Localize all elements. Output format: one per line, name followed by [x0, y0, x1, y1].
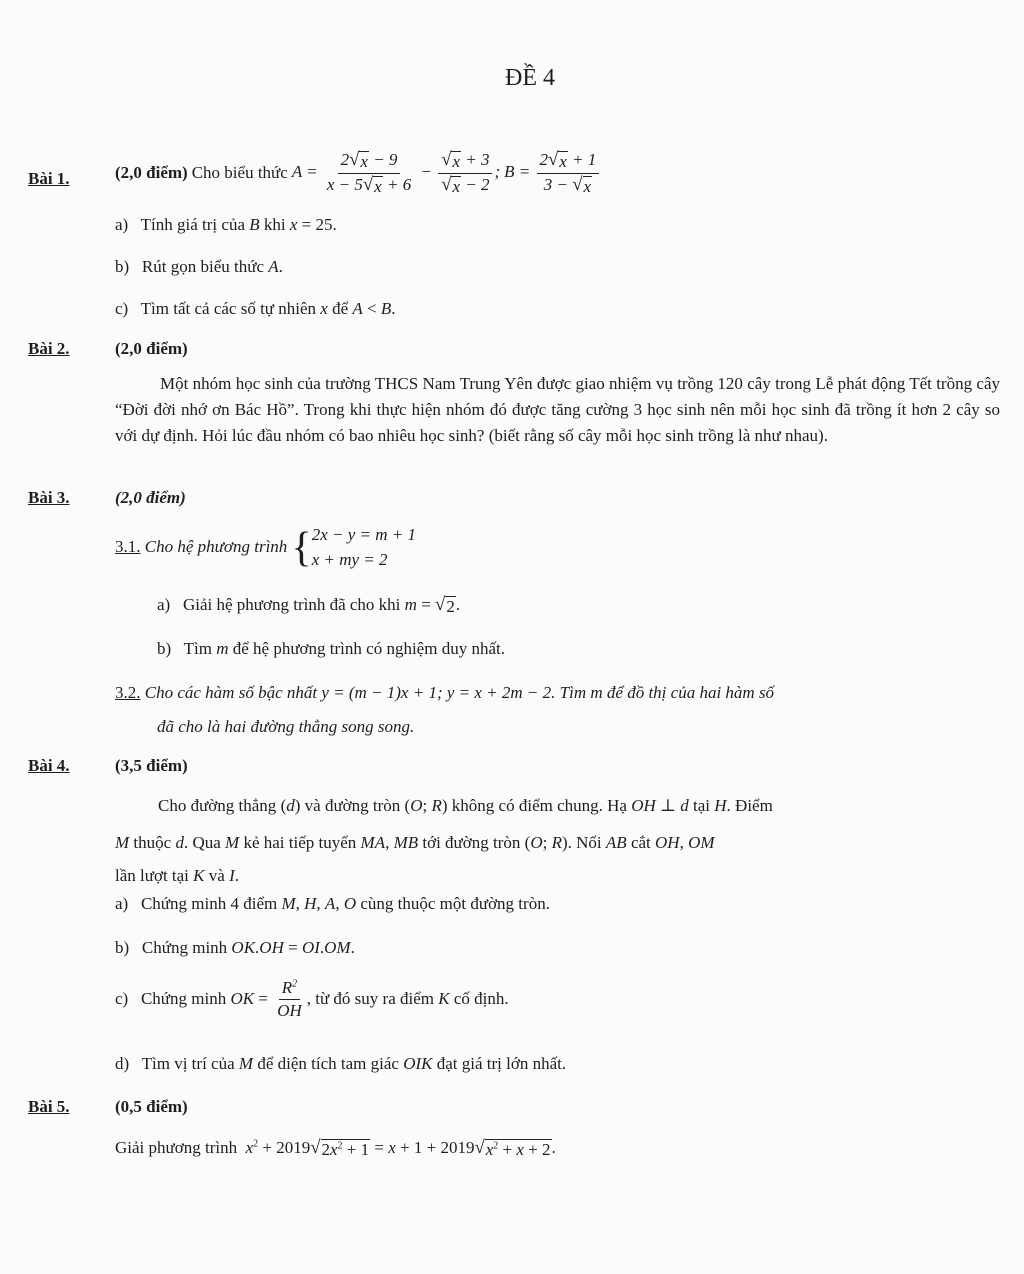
page-title: ĐỀ 4: [505, 65, 555, 91]
bai-4-line-1: Cho đường thẳng (d) và đường tròn (O; R) không có điểm chung. Hạ OH ⊥ d tại H. Điểm: [158, 796, 773, 815]
bai-2-points: (2,0 điểm): [115, 339, 188, 358]
bai-4-points: (3,5 điểm): [115, 756, 188, 775]
bai-4-d: d) Tìm vị trí của M để diện tích tam giác OIK đạt giá trị lớn nhất.: [115, 1054, 567, 1073]
bai-1-statement: [115, 150, 601, 196]
bai-4-a: a) Chứng minh 4 điểm M, H, A, O cùng thuộc một đường tròn.: [115, 894, 550, 913]
bai-5-equation: Giải phương trình $x^2 + 2019$ √ $2x^2 + 1$ = x + 1 + 2019 √ $x^2 + x + 2$ .: [115, 1137, 556, 1159]
bai-4-c: c) Chứng minh OK = $\frac{R^2}{OH}$ , từ đó suy ra điểm K cố định.: [115, 978, 509, 1020]
formula-A: A = 2 √ x − 9 x − 5 √ x + 6 − √ x + 3 √ x − 2 ;: [291, 149, 501, 196]
bai-2-text: Một nhóm học sinh của trường THCS Nam Trung Yên được giao nhiệm vụ trồng 120 cây trong Lễ phát động Tết trồng cây “Đời đời nhớ ơn Bác Hồ”. Trong khi thực hiện nhóm đó được tăng cường 3 học sinh nên mỗi học sinh đã trồng ít hơn 2 cây so với dự định. Hỏi lúc đầu nhóm có bao nhiêu học sinh? (biết rằng số cây mỗi học sinh trồng là như nhau).: [115, 374, 1000, 445]
bai-5-label: Bài 5.: [28, 1097, 70, 1116]
system-eq-2: x + my = 2: [311, 549, 388, 569]
bai-3-1-b: b) Tìm m để hệ phương trình có nghiệm duy nhất.: [157, 639, 505, 658]
bai-4-line-3: lần lượt tại K và I.: [115, 866, 239, 885]
bai-1-a: a) Tính giá trị của B khi x = 25.: [115, 215, 337, 234]
bai-3-1-a: a) Giải hệ phương trình đã cho khi m = √ 2 .: [157, 594, 461, 616]
bai-4-label: Bài 4.: [28, 756, 70, 775]
formula-B: B = 2 √ x + 1 3 − √ x: [504, 150, 601, 196]
bai-4-line-2: M thuộc d. Qua M kẻ hai tiếp tuyến MA, MB tới đường tròn (O; R). Nối AB cắt OH, OM: [115, 833, 715, 852]
bai-1-label: Bài 1.: [28, 169, 70, 188]
bai-1-points: (2,0 điểm): [115, 162, 188, 182]
bai-3-1: 3.1. Cho hệ phương trình { 2x − y = m + 1 x + my = 2: [115, 524, 417, 571]
bai-3-points: (2,0 điểm): [115, 488, 186, 507]
bai-3-label: Bài 3.: [28, 488, 70, 507]
bai-1-intro: Cho biểu thức: [191, 162, 288, 182]
bai-3-2-line2: đã cho là hai đường thẳng song song.: [157, 717, 415, 736]
bai-1-b: b) Rút gọn biểu thức A.: [115, 257, 283, 276]
bai-1-c: c) Tìm tất cả các số tự nhiên x để A < B.: [115, 299, 396, 318]
bai-4-b: b) Chứng minh OK.OH = OI.OM.: [115, 938, 355, 957]
bai-2-label: Bài 2.: [28, 339, 70, 358]
bai-5-points: (0,5 điểm): [115, 1097, 188, 1116]
system-eq-1: 2x − y = m + 1: [311, 525, 417, 544]
bai-3-2: 3.2. Cho các hàm số bậc nhất y = (m − 1)x + 1; y = x + 2m − 2. Tìm m để đồ thị của hai hàm số: [115, 683, 775, 702]
